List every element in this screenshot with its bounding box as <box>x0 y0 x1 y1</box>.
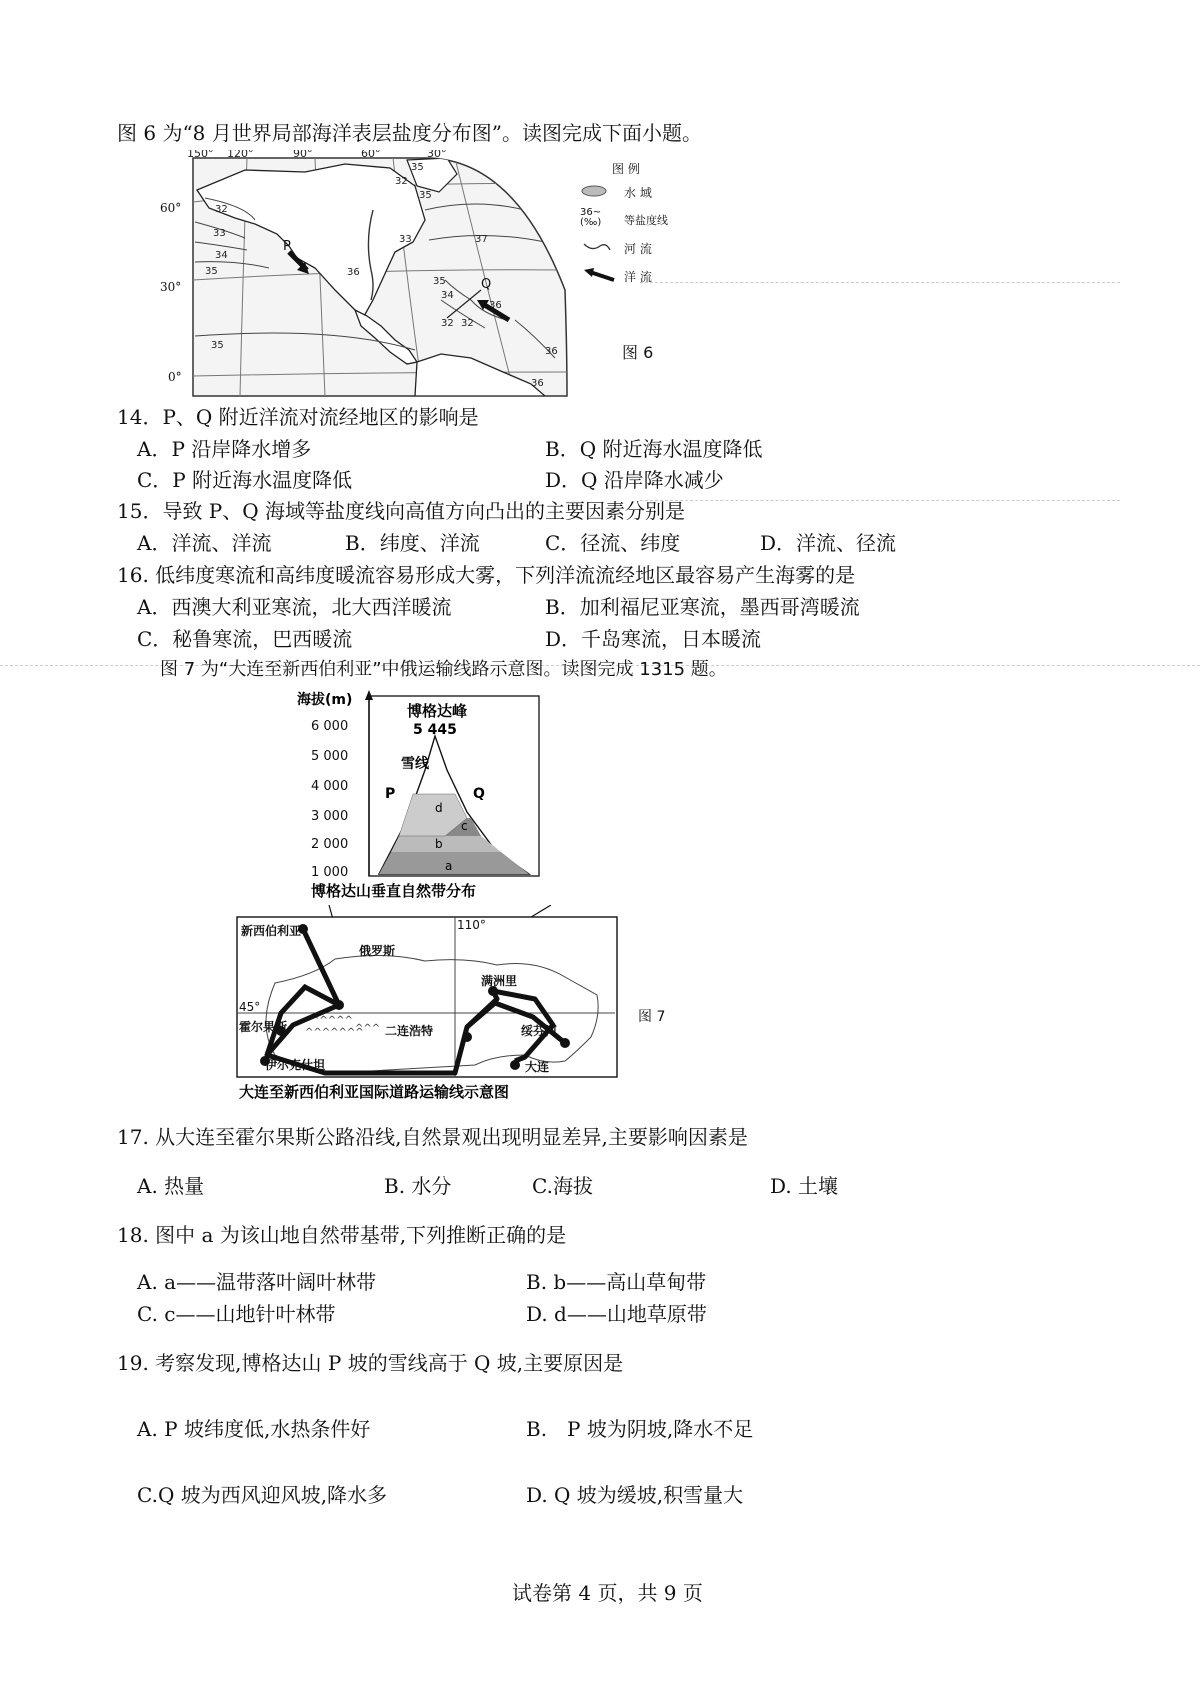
profile-tick: 5 000 <box>311 749 349 764</box>
isoline-label: 32 <box>215 204 228 215</box>
isoline-label: 35 <box>419 190 432 201</box>
question-17-option-a[interactable]: A. 热量 <box>137 1174 205 1198</box>
question-19-option-b[interactable]: B. P 坡为阴坡,降水不足 <box>526 1417 754 1441</box>
place-label: 霍尔果斯 <box>239 1020 288 1034</box>
legend-title: 图 例 <box>612 162 640 176</box>
profile-ticks <box>311 719 348 880</box>
question-19-option-a[interactable]: A. P 坡纬度低,水热条件好 <box>137 1417 371 1441</box>
isoline-label: 36 <box>489 300 502 311</box>
question-16-option-c[interactable]: C．秘鲁寒流，巴西暖流 <box>137 627 353 651</box>
place-label: 二连浩特 <box>385 1024 434 1038</box>
question-18-option-a[interactable]: A. a——温带落叶阔叶林带 <box>137 1270 377 1294</box>
legend-isohaline-value: 36 <box>580 207 593 218</box>
snowline-label: 雪线 <box>401 756 429 772</box>
profile-y-axis-arrow <box>365 690 373 700</box>
map-legend <box>580 160 700 310</box>
place-label: 新西伯利亚 <box>241 924 302 938</box>
legend-label-isohaline: 等盐度线 <box>624 214 668 227</box>
lon-label: 120° <box>227 150 254 160</box>
figure6-caption: 图 6 <box>622 343 654 362</box>
zone-b-label: b <box>435 837 443 851</box>
isoline-label: 33 <box>399 234 412 245</box>
place-label: 45° <box>239 1000 261 1014</box>
question-18-stem: 18. 图中 a 为该山地自然带基带,下列推断正确的是 <box>117 1223 567 1247</box>
legend-label-water: 水 域 <box>624 186 652 200</box>
lon-label: 30° <box>427 150 447 160</box>
question-18-option-b[interactable]: B. b——高山草甸带 <box>526 1270 707 1294</box>
question-15-option-c[interactable]: C．径流、纬度 <box>545 531 681 555</box>
profile-tick: 4 000 <box>311 779 349 794</box>
profile-tick: 3 000 <box>311 809 349 824</box>
question-16-option-d[interactable]: D．千岛寒流，日本暖流 <box>545 627 762 651</box>
point-q-label: Q <box>481 277 492 292</box>
slope-q-label: Q <box>473 786 485 802</box>
question-14-option-b[interactable]: B．Q 附近海水温度降低 <box>545 437 763 461</box>
question-19-stem: 19. 考察发现,博格达山 P 坡的雪线高于 Q 坡,主要原因是 <box>117 1351 624 1375</box>
place-label: 满洲里 <box>481 974 518 988</box>
isoline-label: 34 <box>215 250 228 261</box>
question-17-option-d[interactable]: D. 土壤 <box>770 1174 839 1198</box>
place-label: 俄罗斯 <box>359 944 396 958</box>
river-icon <box>582 240 612 254</box>
zone-c-label: c <box>461 819 468 833</box>
water-area-icon <box>580 184 610 198</box>
isoline-label: 32 <box>441 318 454 329</box>
lon-label: 150° <box>187 150 214 160</box>
isoline-label: 35 <box>433 276 446 287</box>
lat-label-0: 0° <box>168 370 182 384</box>
svg-text:^^^^^: ^^^^^ <box>311 1015 353 1026</box>
scan-guide-line <box>640 500 1120 501</box>
ocean-current-icon <box>580 266 616 284</box>
profile-tick: 1 000 <box>311 865 349 880</box>
question-17-stem: 17. 从大连至霍尔果斯公路沿线,自然景观出现明显差异,主要影响因素是 <box>117 1125 748 1149</box>
legend-label-current: 洋 流 <box>624 270 652 284</box>
figure7-label: 图 7 <box>638 1009 666 1025</box>
scan-guide-line <box>640 282 1120 283</box>
profile-caption: 博格达山垂直自然带分布 <box>311 882 477 900</box>
isoline-label: 35 <box>205 266 218 277</box>
question-19-option-d[interactable]: D. Q 坡为缓坡,积雪量大 <box>526 1483 744 1507</box>
route-map-figure7 <box>235 905 655 1105</box>
question-14-option-d[interactable]: D．Q 沿岸降水减少 <box>545 468 724 492</box>
lon-label: 90° <box>293 150 313 160</box>
question-14-stem: 14．P、Q 附近洋流对流经地区的影响是 <box>117 405 479 429</box>
question-15-option-d[interactable]: D．洋流、径流 <box>760 531 897 555</box>
question-15-option-a[interactable]: A．洋流、洋流 <box>137 531 272 555</box>
page-footer: 试卷第 4 页，共 9 页 <box>512 1581 703 1605</box>
figure6-intro: 图 6 为“8 月世界局部海洋表层盐度分布图”。读图完成下面小题。 <box>117 121 702 145</box>
question-15-option-b[interactable]: B．纬度、洋流 <box>345 531 480 555</box>
isoline-label: 36 <box>531 378 544 389</box>
svg-text:^^^^^^^: ^^^^^^^ <box>305 1027 364 1038</box>
question-18-option-c[interactable]: C. c——山地针叶林带 <box>137 1302 336 1326</box>
figure7-intro: 图 7 为“大连至新西伯利亚”中俄运输线路示意图。读图完成 1315 题。 <box>160 659 727 680</box>
peak-name: 博格达峰 <box>407 702 468 720</box>
zone-d-label: d <box>435 801 443 815</box>
isoline-label: 36 <box>545 346 558 357</box>
profile-tick: 6 000 <box>311 719 349 734</box>
point-p-label: P <box>283 239 291 254</box>
question-15-stem: 15．导致 P、Q 海域等盐度线向高值方向凸出的主要因素分别是 <box>117 499 686 523</box>
question-17-option-c[interactable]: C.海拔 <box>532 1174 593 1198</box>
legend-label-river: 河 流 <box>624 242 652 256</box>
peak-height: 5 445 <box>413 722 457 738</box>
question-17-option-b[interactable]: B. 水分 <box>384 1174 452 1198</box>
zone-a-label: a <box>445 859 453 873</box>
question-14-option-a[interactable]: A．P 沿岸降水增多 <box>137 437 312 461</box>
question-16-option-b[interactable]: B．加利福尼亚寒流，墨西哥湾暖流 <box>545 595 860 619</box>
profile-tick: 2 000 <box>311 837 349 852</box>
profile-y-label: 海拔(m) <box>297 692 353 708</box>
question-16-stem: 16. 低纬度寒流和高纬度暖流容易形成大雾，下列洋流流经地区最容易产生海雾的是 <box>117 563 856 587</box>
salinity-map-figure6 <box>185 150 575 402</box>
lat-label-60: 60° <box>160 201 182 215</box>
legend-isohaline-unit: (‰) <box>580 217 602 228</box>
slope-p-label: P <box>385 786 396 802</box>
question-18-option-d[interactable]: D. d——山地草原带 <box>526 1302 707 1326</box>
isohaline-icon: 36~ (‰) <box>580 207 602 228</box>
lat-label-30: 30° <box>160 280 182 294</box>
route-map-caption: 大连至新西伯利亚国际道路运输线示意图 <box>239 1083 510 1101</box>
isoline-label: 35 <box>211 340 224 351</box>
svg-text:^^^: ^^^ <box>355 1023 381 1034</box>
place-label: 110° <box>457 918 486 932</box>
question-19-option-c[interactable]: C.Q 坡为西风迎风坡,降水多 <box>137 1483 388 1507</box>
place-label: 绥芬河 <box>521 1024 558 1038</box>
place-label: 大连 <box>525 1060 550 1074</box>
isoline-label: 33 <box>213 228 226 239</box>
place-label: 伊尔克什坦 <box>265 1058 326 1072</box>
isoline-label: 35 <box>411 162 424 173</box>
isoline-label: 32 <box>461 318 474 329</box>
isoline-label: 37 <box>475 234 488 245</box>
isoline-label: 36 <box>347 267 360 278</box>
lon-label: 60° <box>361 150 381 160</box>
vertical-zone-profile <box>295 690 555 900</box>
isoline-label: 32 <box>395 176 408 187</box>
isoline-label: 34 <box>441 290 454 301</box>
question-14-option-c[interactable]: C．P 附近海水温度降低 <box>137 468 353 492</box>
question-16-option-a[interactable]: A．西澳大利亚寒流，北大西洋暖流 <box>137 595 452 619</box>
